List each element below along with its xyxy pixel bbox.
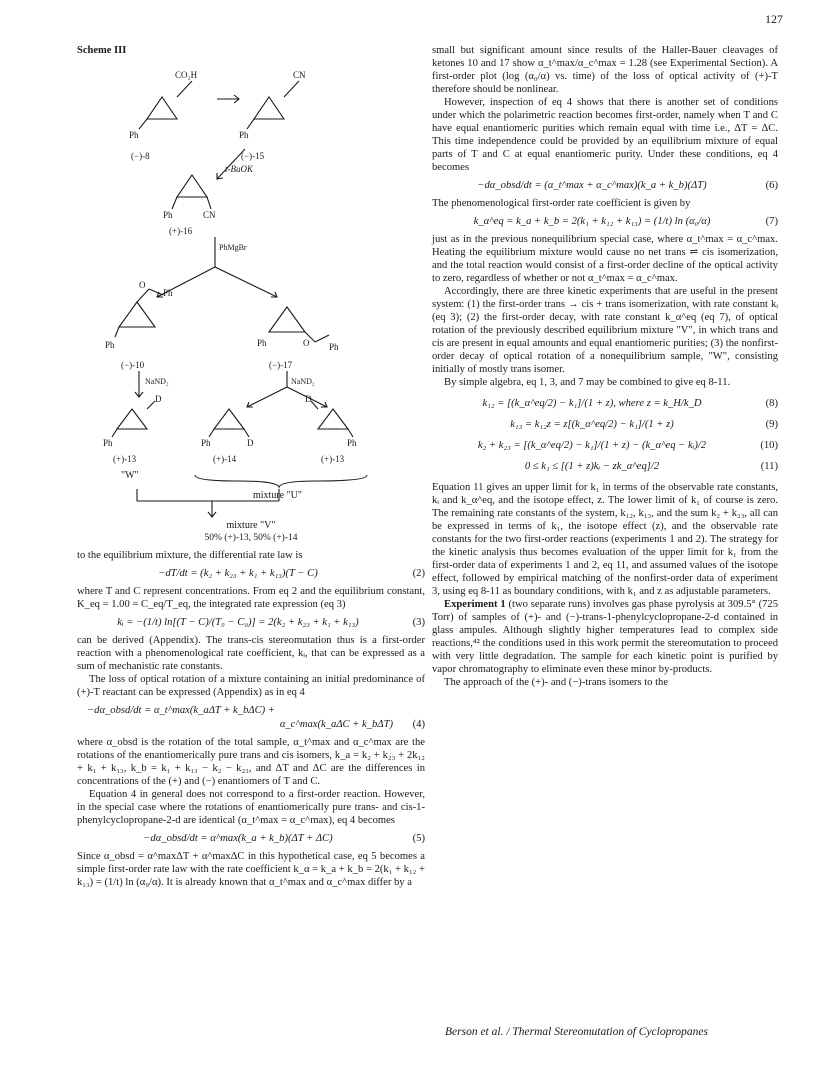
cn-label: CN — [293, 70, 306, 80]
compound-17-label: (−)-17 — [269, 360, 293, 370]
equation-body: −dα_obsd/dt = (α_t^max + α_c^max)(k_a + k_b)(ΔT) — [477, 180, 707, 191]
paragraph: By simple algebra, eq 1, 3, and 7 may be combined to give eq 8-11. — [444, 377, 731, 388]
mixture-v-label: mixture "V" — [226, 520, 276, 531]
equation-body: kᵢ = −(1/t) ln[(T − C)/(T₀ − C₀)] = 2(k₂ + k₂₃ + k₁ + k₁₃) — [117, 617, 359, 628]
equation-body: k_α^eq = k_a + k_b = 2(k₁ + k₁₂ + k₁₃) = (1/t) ln (α₀/α) — [473, 216, 711, 227]
paragraph-text: (two separate runs) involves gas phase pyrolysis at 309.5° (725 Torr) of samples of (+)- and (−)-trans-1-phenylcyclopropane-2-d contained in glass ampules. Although slightly higher temperatures lead to complex side reactions,⁴² the conditions used in this work permit the stereomutation to proceed with very little degradation. The sample for each kinetic point is purified by vapor chromatography to eliminate even these minor by-products. — [432, 599, 779, 675]
mixture-w-label: "W" — [121, 470, 139, 481]
equation-number: (6) — [765, 180, 778, 191]
equation-body: k₂ + k₂₃ = [(k_α^eq/2) − k₁]/(1 + z) − (k_α^eq − kᵢ)/2 — [477, 440, 707, 451]
compound-13-label: (+)-13 — [113, 454, 137, 464]
equation-body: −dT/dt = (k₂ + k₂₃ + k₁ + k₁₃)(T − C) — [158, 568, 318, 579]
nand2-label: NaND₂ — [145, 377, 169, 386]
ph-label: Ph — [201, 438, 211, 448]
paragraph: where α_obsd is the rotation of the total sample, α_t^max and α_c^max are the rotations of the enantiomerically pure trans and cis isomers, k_a = k₂ + k₂₃ + 2k₁₂ + k₁ + k₁₃, k_b = k₁ + k₁₃ − k₂ − k₂₃, and ΔT and ΔC are the differences in concentrations of the (+) and (−) enantiomers of T and C. — [77, 737, 425, 787]
equation-9 — [432, 418, 778, 431]
equation-number: (9) — [765, 419, 778, 430]
paragraph: The loss of optical rotation of a mixture containing an initial predominance of (+)-T reactant can be expressed (Appendix) as in eq 4 — [77, 674, 425, 698]
equation-11 — [432, 460, 778, 473]
ph-label: Ph — [347, 438, 357, 448]
equation-body: −dα_obsd/dt = α_t^max(k_aΔT + k_bΔC) + — [87, 705, 275, 716]
mixture-u-label: mixture "U" — [253, 490, 302, 501]
deuterium-label: D — [247, 438, 254, 448]
equation-2 — [77, 567, 425, 580]
co2h-label: CO₂H — [175, 70, 198, 80]
ph-label: Ph — [163, 210, 173, 220]
ph-label: Ph — [105, 340, 115, 350]
equation-number: (7) — [765, 216, 778, 227]
paragraph: small but significant amount since results of the Haller-Bauer cleavages of ketones 10 and 17 show α_t^max/α_c^max = 1.28 (see Experimental Section). A first-order plot (log (α₀/α) vs. time) of the loss of optical activity of (+)-T therefore should be nonlinear. — [432, 45, 778, 95]
cn-label: CN — [203, 210, 216, 220]
paragraph: Equation 4 in general does not correspond to a first-order reaction. However, in the special case where the rotations of enantiomerically pure trans- and cis-1-phenylcyclopropane-2-d are identical (α_t^max = α_c^max), eq 4 becomes — [77, 789, 425, 826]
equation-number: (2) — [412, 568, 425, 579]
compound-15-label: (−)-15 — [241, 151, 265, 161]
compound-13-label: (+)-13 — [321, 454, 345, 464]
equation-8 — [432, 397, 778, 410]
deuterium-label: D — [155, 394, 162, 404]
equation-10 — [432, 439, 778, 452]
phmgbr-label: PhMgBr — [219, 243, 247, 252]
nand2-label: NaND₂ — [291, 377, 315, 386]
equation-number: (11) — [760, 461, 778, 472]
equation-body: α_c^max(k_aΔC + k_bΔT) — [279, 719, 393, 730]
compound-16-label: (+)-16 — [169, 226, 193, 236]
equation-4b — [77, 718, 425, 731]
left-column — [77, 44, 425, 889]
mixture-v-composition: 50% (+)-13, 50% (+)-14 — [204, 533, 298, 543]
equation-number: (4) — [412, 719, 425, 730]
ph-label: Ph — [257, 338, 267, 348]
equation-3 — [77, 616, 425, 629]
equation-6 — [432, 179, 778, 192]
paragraph: However, inspection of eq 4 shows that there is another set of conditions under which the polarimetric reaction becomes first-order, namely when T and C have equal enantiomeric purities which remain equal with time i.e., ΔT = ΔC. This time independence could be provided by an equilibrium mixture of equal parts of T and C at equal enantiomeric purity. Under these conditions, eq 4 becomes — [432, 97, 778, 173]
paragraph: The phenomenological first-order rate coefficient is given by — [432, 198, 691, 209]
page-number: 127 — [765, 12, 783, 26]
compound-14-label: (+)-14 — [213, 454, 237, 464]
experiment-heading: Experiment 1 — [444, 599, 506, 610]
equation-4a — [77, 704, 425, 717]
equation-7 — [432, 215, 778, 228]
paragraph: Since α_obsd = α^maxΔT + α^maxΔC in this hypothetical case, eq 5 becomes a simple first-order rate law with the rate coefficient k_α = k_a + k_b = 2(k₁ + k₁₂ + k₁₃) = (1/t) ln (α₀/α). It is already known that α_t^max and α_c^max differ by a — [77, 851, 425, 888]
paragraph: just as in the previous nonequilibrium special case, where α_t^max = α_c^max. Heating the equilibrium mixture would cause no net trans ⇌ cis isomerization, and the total reaction would consist of a first-order decline of the optical activity to zero, regardless of whether or not α_t^max = α_c^max. — [432, 234, 778, 284]
equation-body: k₁₂ = [(k_α^eq/2) − k₁]/(1 + z), where z = k_H/k_D — [482, 398, 702, 409]
scheme-title: Scheme III — [77, 45, 127, 56]
equation-number: (8) — [765, 398, 778, 409]
compound-10-label: (−)-10 — [121, 360, 145, 370]
equation-body: −dα_obsd/dt = α^max(k_a + k_b)(ΔT + ΔC) — [143, 833, 333, 844]
paragraph: Accordingly, there are three kinetic experiments that are useful in the present system: (1) the first-order trans → cis + trans isomerization, with rate constant kᵢ (eq 3); (2) the first-order decay, with rate constant k_α^eq (eq 7), of optical rotation of the previously described equilibrium mixture "V", in which trans and cis are present in equal amounts and equal enantiomeric purities; (3) the nonfirst-order decay of optical rotation of a nonequilibrium sample, "W", consisting initially of mostly trans isomer. — [432, 286, 778, 375]
ph-label: Ph — [103, 438, 113, 448]
equation-body: 0 ≤ k₁ ≤ [(1 + z)kᵢ − zk_α^eq]/2 — [524, 461, 660, 472]
ph-label: Ph — [129, 130, 139, 140]
paragraph: where T and C represent concentrations. From eq 2 and the equilibrium constant, K_eq = 1.00 = C_eq/T_eq, the integrated rate expression (eq 3) — [77, 586, 425, 610]
oxygen-label: O — [139, 280, 146, 290]
paragraph — [432, 598, 778, 676]
equation-number: (5) — [412, 833, 425, 844]
paragraph: to the equilibrium mixture, the differential rate law is — [77, 550, 303, 561]
tbuok-label: t-BuOK — [225, 164, 253, 174]
equation-number: (3) — [412, 617, 425, 628]
paragraph: can be derived (Appendix). The trans-cis stereomutation thus is a first-order reaction with a phenomenological rate coefficient, kᵢ, that can be expressed as a sum of mechanistic rate constants. — [77, 635, 425, 672]
right-column — [432, 44, 778, 689]
paragraph: Equation 11 gives an upper limit for k₁ in terms of the observable rate constants, kᵢ and k_α^eq, and the isotope effect, z. The lower limit of k₁ of course is zero. The remaining rate constants of the system, k₁₂, k₁₃, and the sum k₂ + k₂₃, all can be expressed in terms of k₁, the isotope effect (z), and the observable rate constants for the two first-order reactions (experiments 1 and 2). The strategy for the kinetic analysis thus becomes evaluation of the upper limit for k₁ from the first-order data of experiments 1 and 2, eq 11, and assumed values of the isotope effect, followed by empirical matching of the nonfirst-order data of experiment 3, using eq 8-11 as boundary conditions, with k₁ and z as adjustable parameters. — [432, 482, 778, 597]
equation-body: k₁₃ = k₁₂z = z[(k_α^eq/2) − k₁]/(1 + z) — [510, 419, 674, 430]
ph-label: Ph — [239, 130, 249, 140]
compound-8-label: (−)-8 — [131, 151, 150, 161]
scheme-iii-diagram — [77, 57, 425, 527]
ph-label: Ph — [163, 288, 173, 298]
equation-number: (10) — [760, 440, 778, 451]
equation-5 — [77, 832, 425, 845]
paragraph: The approach of the (+)- and (−)-trans isomers to the — [444, 677, 669, 688]
deuterium-label: D — [305, 394, 312, 404]
oxygen-label: O — [303, 338, 310, 348]
running-footer: Berson et al. / Thermal Stereomutation of Cyclopropanes — [445, 1026, 708, 1038]
ph-label: Ph — [329, 342, 339, 352]
